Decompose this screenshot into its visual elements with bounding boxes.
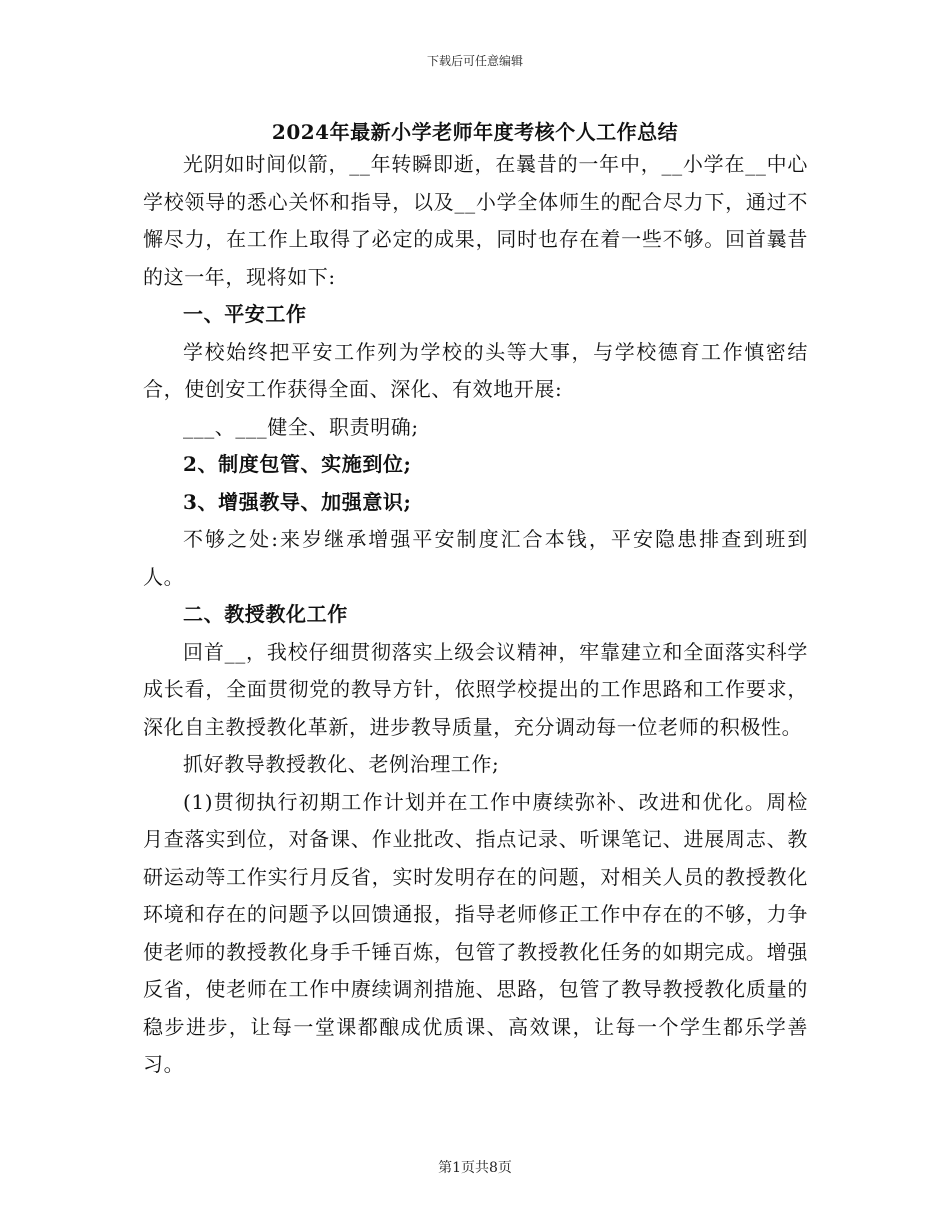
- document-title: 2024年最新小学老师年度考核个人工作总结: [271, 120, 679, 144]
- section-heading-safety: 一、平安工作: [183, 302, 307, 326]
- page-number-footer: 第1页共8页: [438, 1160, 512, 1176]
- intro-paragraph: 光阴如时间似箭，__年转瞬即逝，在曩昔的一年中，__小学在__中心学校领导的悉心关怀和指导，以及__小学全体师生的配合尽力下，通过不懈尽力，在工作上取得了必定的成果，同时也存在着一些不够。回首曩昔的这一年，现将如下:: [143, 152, 808, 289]
- download-note-header: 下载后可任意编辑: [426, 54, 523, 68]
- list-item-3: 3、增强教导、加强意识;: [183, 489, 412, 514]
- teaching-paragraph: 回首__，我校仔细贯彻落实上级会议精神，牢靠建立和全面落实科学成长看，全面贯彻党的教导方针，依照学校提出的工作思路和工作要求，深化自主教授教化革新，进步教导质量，充分调动每一位老师的积极性。: [143, 639, 808, 739]
- list-item-2: 2、制度包管、实施到位;: [183, 452, 412, 476]
- section-heading-teaching: 二、教授教化工作: [183, 602, 348, 626]
- management-paragraph: 抓好教导教授教化、老例治理工作;: [183, 752, 500, 776]
- list-item-1: ___、___健全、职责明确;: [183, 414, 419, 439]
- plan-execution-paragraph: (1)贯彻执行初期工作计划并在工作中赓续弥补、改进和优化。周检月查落实到位，对备课、作业批改、指点记录、听课笔记、进展周志、教研运动等工作实行月反省，实时发明存在的问题，对相关人员的教授教化环境和存在的问题予以回馈通报，指导老师修正工作中存在的不够，力争使老师的教授教化身手千锤百炼，包管了教授教化任务的如期完成。增强反省，使老师在工作中赓续调剂措施、思路，包管了教导教授教化质量的稳步进步，让每一堂课都酿成优质课、高效课，让每一个学生都乐学善习。: [143, 789, 808, 1076]
- shortcomings-paragraph: 不够之处:来岁继承增强平安制度汇合本钱，平安隐患排查到班到人。: [143, 527, 808, 589]
- document-body: [143, 146, 808, 1084]
- safety-paragraph: 学校始终把平安工作列为学校的头等大事，与学校德育工作慎密结合，使创安工作获得全面、深化、有效地开展:: [143, 339, 808, 401]
